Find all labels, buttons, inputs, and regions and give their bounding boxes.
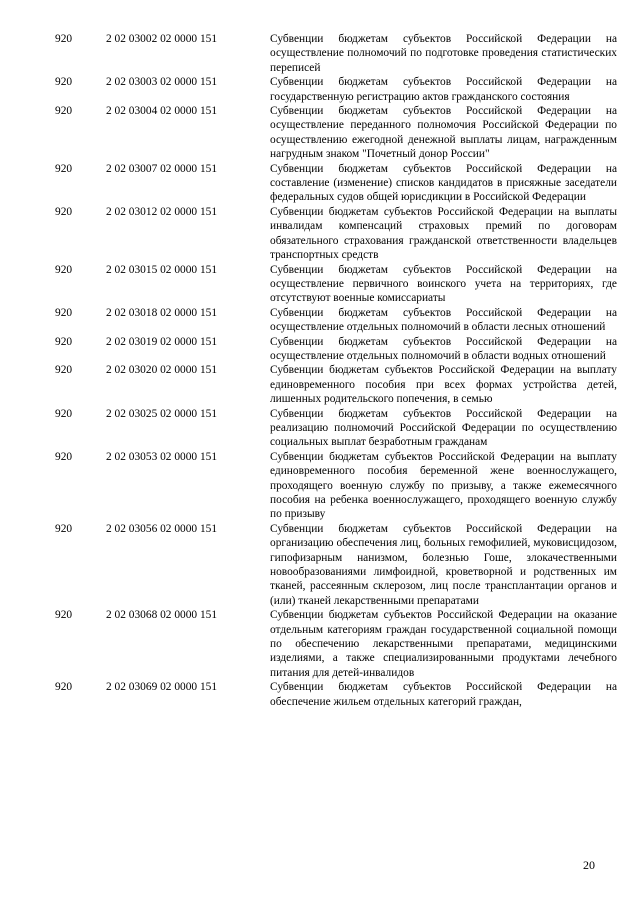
table-row [0,363,640,406]
budget-code-cell: 2 02 03002 02 0000 151 [106,33,218,45]
admin-code-cell: 920 [55,263,73,276]
budget-code-cell: 2 02 03068 02 0000 151 [106,609,218,622]
description-cell: Субвенции бюджетам субъектов Российской Федерации на составление (изменение) списков кандидатов в присяжные заседатели федеральных судов общей юрисдикции в Российской Федерации [270,162,617,204]
description-cell: Субвенции бюджетам субъектов Российской Федерации на осуществление первичного воинского учета на территориях, где отсутствуют военные комиссариаты [270,263,617,305]
budget-code-cell: 2 02 03012 02 0000 151 [106,205,218,218]
table-row [0,263,640,306]
budget-code-cell: 2 02 03053 02 0000 151 [106,450,218,463]
description-cell: Субвенции бюджетам субъектов Российской Федерации на реализацию полномочий Российской Федерации по осуществлению социальных выплат безработным гражданам [270,407,617,449]
admin-code-cell: 920 [55,407,73,420]
table-row [0,205,640,263]
budget-code-cell: 2 02 03056 02 0000 151 [106,522,218,535]
table-row [0,75,640,104]
admin-code-cell: 920 [55,609,73,622]
page-number: 20 [583,858,595,872]
description-cell: Субвенции бюджетам субъектов Российской Федерации на осуществление отдельных полномочий в области лесных отношений [270,306,617,334]
budget-code-cell: 2 02 03019 02 0000 151 [106,335,218,348]
budget-code-cell: 2 02 03020 02 0000 151 [106,364,218,377]
budget-code-cell: 2 02 03004 02 0000 151 [106,105,218,118]
description-cell: Субвенции бюджетам субъектов Российской Федерации на осуществление полномочий по подготовке проведения статистических переписей [270,33,617,74]
admin-code-cell: 920 [55,105,73,118]
description-cell: Субвенции бюджетам субъектов Российской Федерации на выплаты инвалидам компенсаций страховых премий по договорам обязательного страхования гражданской ответственности владельцев транспортных средств [270,205,617,262]
admin-code-cell: 920 [55,522,73,535]
budget-codes-table [0,32,640,709]
admin-code-cell: 920 [55,450,73,463]
admin-code-cell: 920 [55,335,73,348]
budget-code-cell: 2 02 03015 02 0000 151 [106,263,218,276]
budget-code-cell: 2 02 03003 02 0000 151 [106,76,218,89]
admin-code-cell: 920 [55,76,73,89]
admin-code-cell: 920 [55,364,73,377]
budget-code-cell: 2 02 03069 02 0000 151 [106,681,218,694]
description-cell: Субвенции бюджетам субъектов Российской Федерации на выплату единовременного пособия беременной жене военнослужащего, проходящего военную службу по призыву, а также ежемесячного пособия на ребенка военнослужащего, проходящего военную службу по призыву [270,450,617,521]
table-row [0,680,640,709]
admin-code-cell: 920 [55,162,73,175]
admin-code-cell: 920 [55,205,73,218]
table-row [0,608,640,680]
table-row [0,306,640,335]
description-cell: Субвенции бюджетам субъектов Российской Федерации на обеспечение жильем отдельных категорий граждан, [270,681,617,708]
budget-code-cell: 2 02 03007 02 0000 151 [106,162,218,175]
description-cell: Субвенции бюджетам субъектов Российской Федерации на организацию обеспечения лиц, больных гемофилией, муковисцидозом, гипофизарным нанизмом, болезнью Гоше, злокачественными новообразованиями лимфоидной, кроветворной и родственных им тканей, рассеянным склерозом, лиц после трансплантации органов и (или) тканей лекарственными препаратами [270,522,617,607]
admin-code-cell: 920 [55,33,73,45]
admin-code-cell: 920 [55,306,73,319]
description-cell: Субвенции бюджетам субъектов Российской Федерации на государственную регистрацию актов гражданского состояния [270,76,617,103]
table-row [0,407,640,450]
table-row [0,104,640,162]
table-row [0,450,640,522]
table-row [0,162,640,205]
budget-code-cell: 2 02 03025 02 0000 151 [106,407,218,420]
admin-code-cell: 920 [55,681,73,694]
budget-code-cell: 2 02 03018 02 0000 151 [106,306,218,319]
table-row [0,32,640,75]
description-cell: Субвенции бюджетам субъектов Российской Федерации на оказание отдельным категориям граждан государственной социальной помощи по обеспечению лекарственными препаратами, медицинскими изделиями, а также специализированными продуктами лечебного питания для детей-инвалидов [270,609,617,679]
table-row [0,335,640,364]
description-cell: Субвенции бюджетам субъектов Российской Федерации на осуществление переданного полномочия Российской Федерации по осуществлению ежегодной денежной выплаты лицам, награжденным нагрудным знаком "Почетный донор России" [270,105,617,161]
description-cell: Субвенции бюджетам субъектов Российской Федерации на осуществление отдельных полномочий в области водных отношений [270,335,617,362]
table-row [0,522,640,608]
description-cell: Субвенции бюджетам субъектов Российской Федерации на выплату единовременного пособия при всех формах устройства детей, лишенных родительского попечения, в семью [270,364,617,406]
